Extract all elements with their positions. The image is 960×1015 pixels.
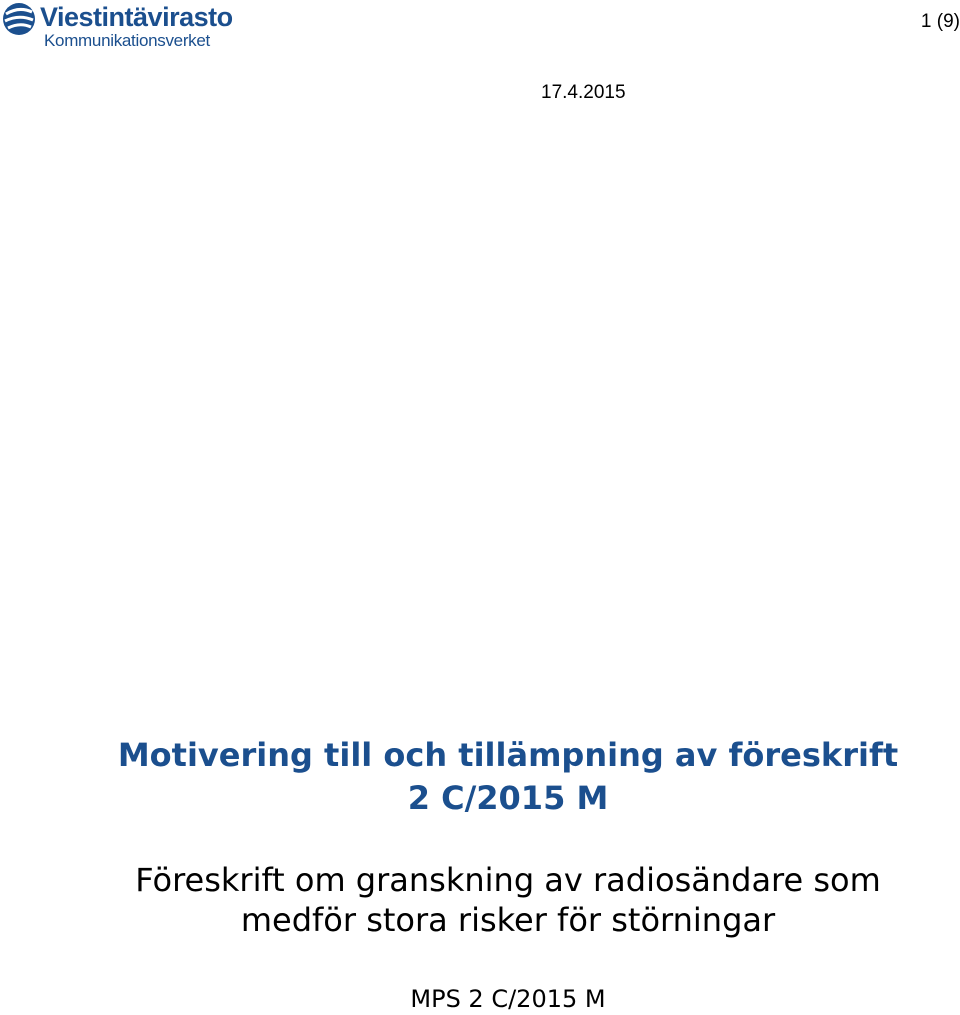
title-line: 2 C/2015 M <box>407 779 609 817</box>
logo-subname: Kommunikationsverket <box>44 31 210 50</box>
page-number: 1 (9) <box>920 11 960 32</box>
subtitle-line: medför stora risker för störningar <box>240 901 776 939</box>
document-title <box>0 734 960 820</box>
document-code: MPS 2 C/2015 M <box>410 985 606 1013</box>
document-date: 17.4.2015 <box>541 82 626 103</box>
subtitle-line: Föreskrift om granskning av radiosändare som <box>135 861 881 899</box>
title-line: Motivering till och tillämpning av föreskrift <box>117 736 899 774</box>
document-subtitle <box>0 860 960 940</box>
logo-name: Viestintävirasto <box>40 2 233 32</box>
globe-logo-icon <box>2 2 36 36</box>
agency-logo <box>0 0 280 56</box>
